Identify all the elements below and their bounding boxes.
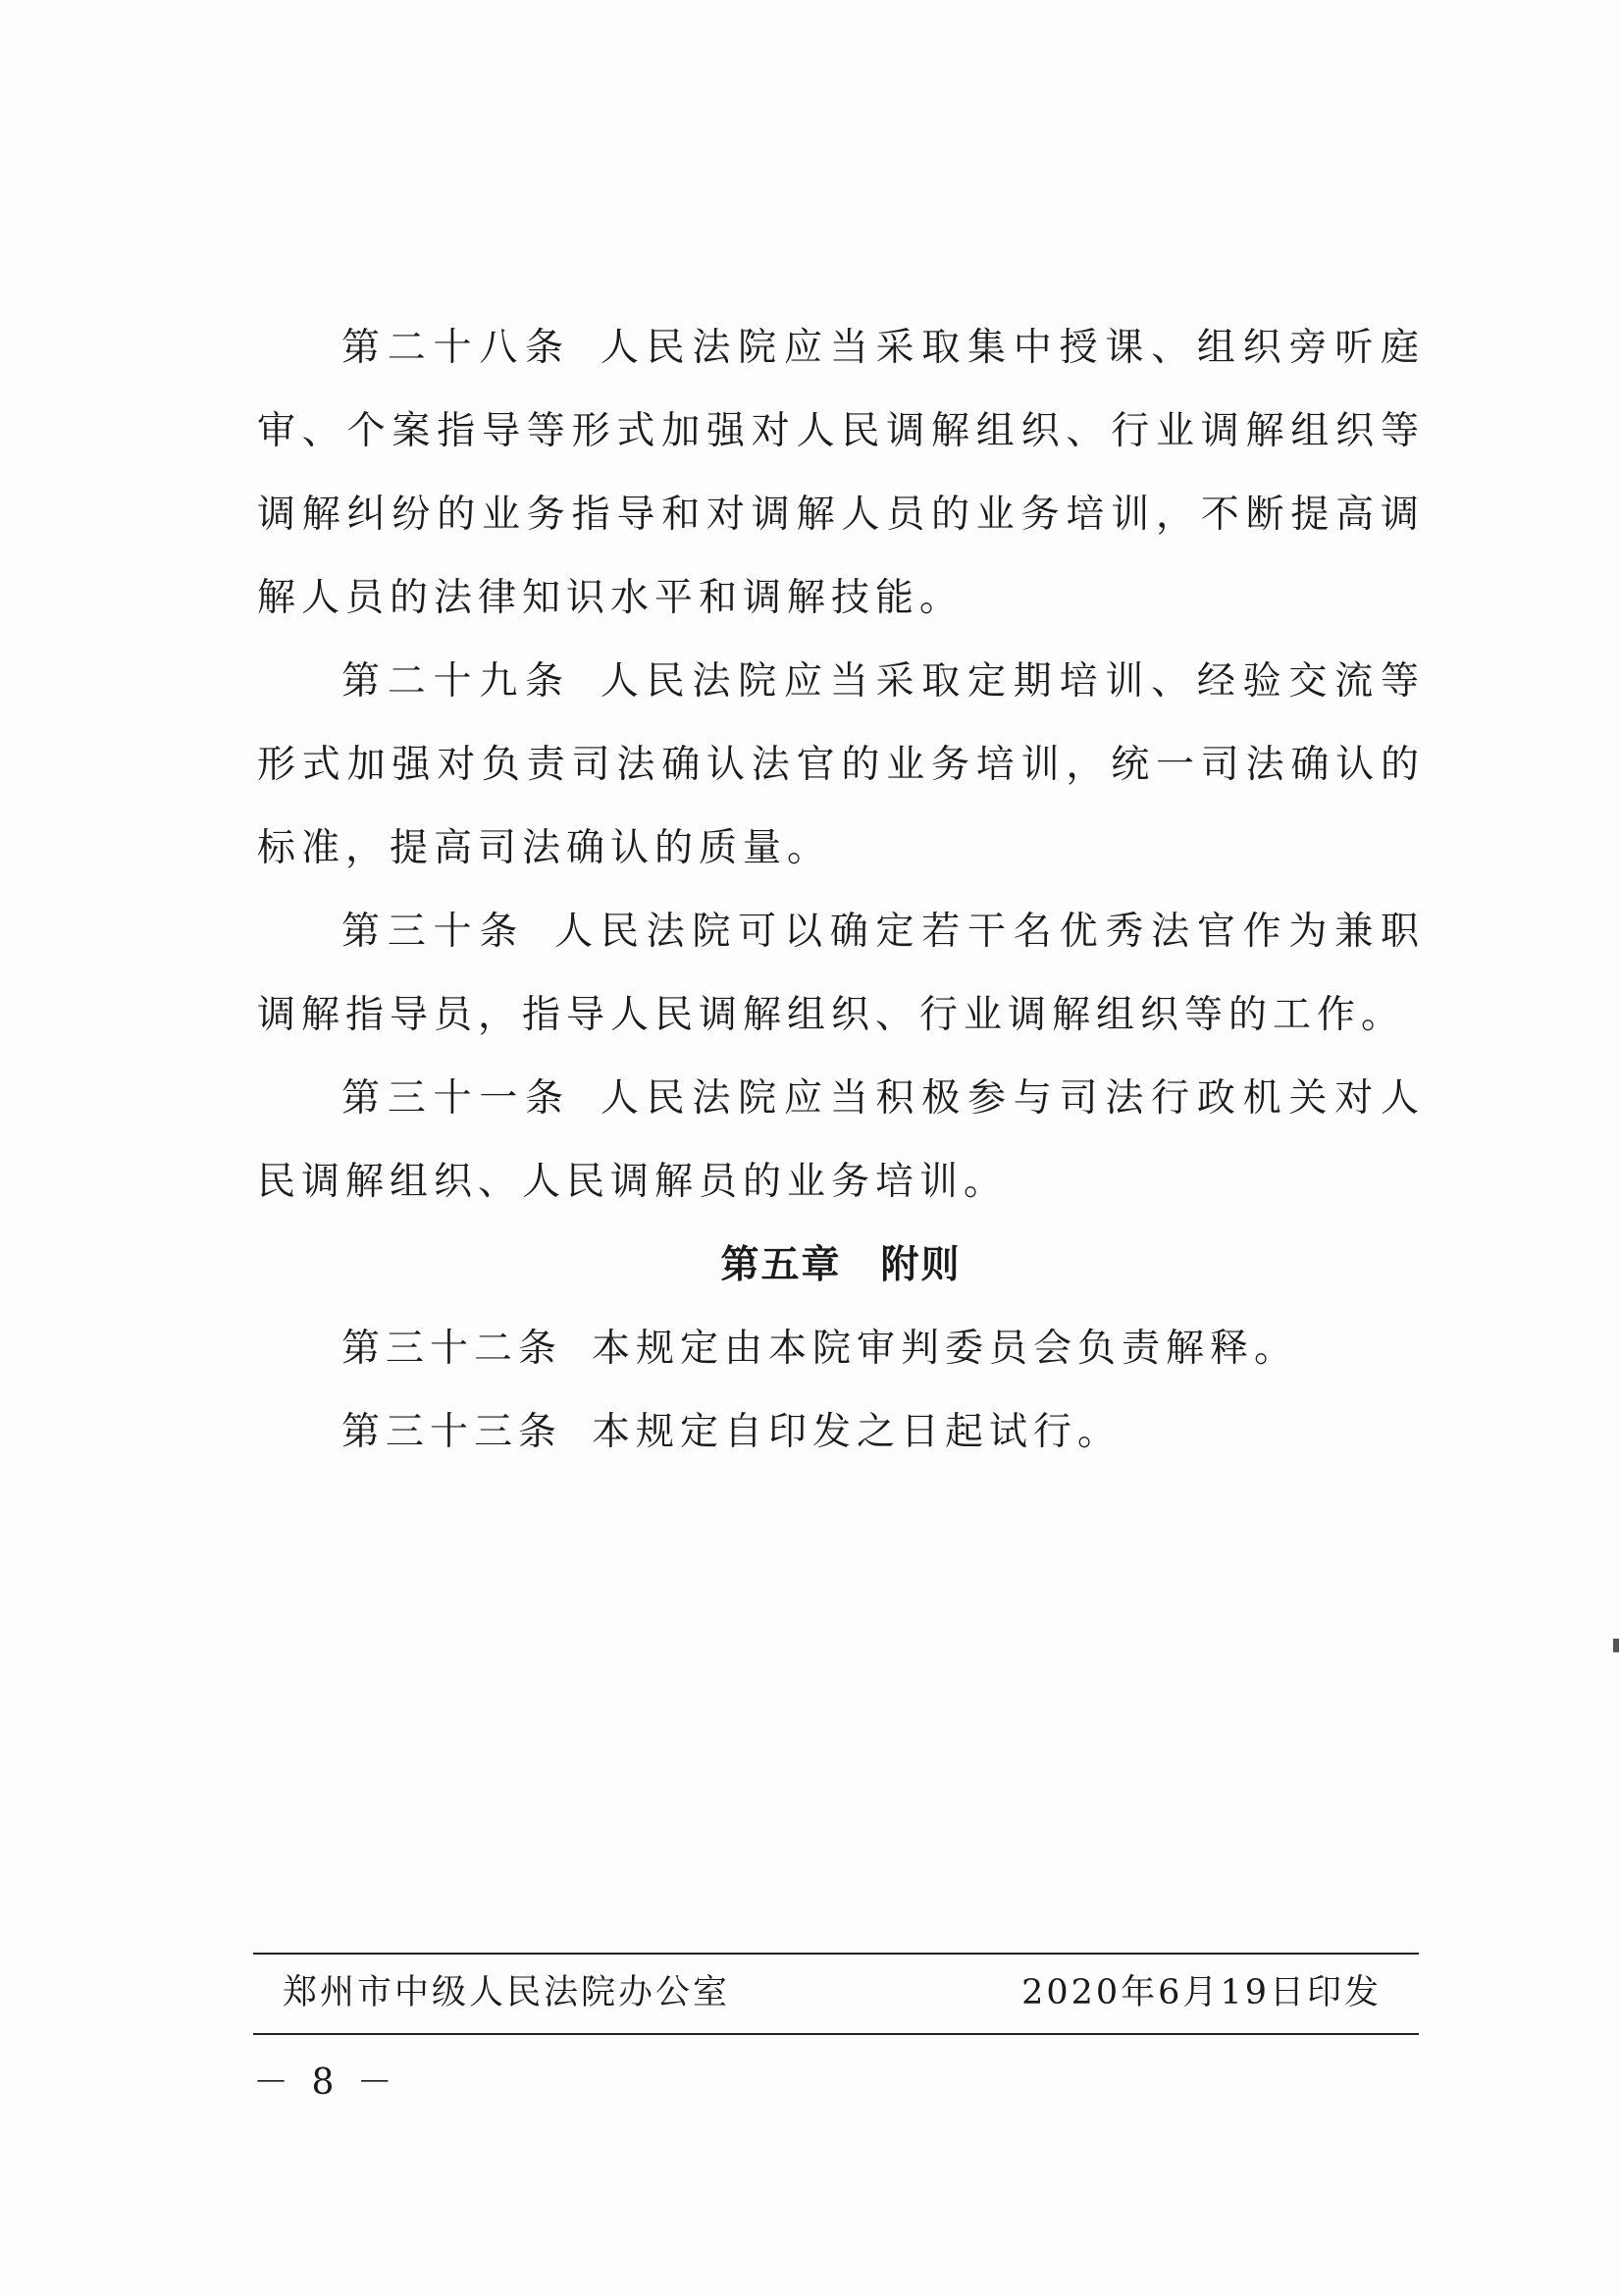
article-number: 第三十二条 xyxy=(341,1327,563,1371)
article-text: 人民法院应当采取集中授课、组织旁听庭审、个案指导等形式加强对人民调解组织、行业调解组织等调解纠纷的业务指导和对调解人员的业务培训，不断提高调解人员的法律知识水平和调解技能。 xyxy=(257,326,1425,620)
footer-bottom-rule xyxy=(253,2033,1419,2035)
article-32 xyxy=(257,1307,1425,1390)
chapter-number: 第五章 xyxy=(720,1243,842,1287)
article-number: 第二十八条 xyxy=(341,326,571,370)
article-number: 第三十一条 xyxy=(341,1076,571,1121)
article-text: 人民法院应当积极参与司法行政机关对人民调解组织、人民调解员的业务培训。 xyxy=(257,1076,1425,1204)
article-text: 人民法院应当采取定期培训、经验交流等形式加强对负责司法确认法官的业务培训，统一司法确认的标准，提高司法确认的质量。 xyxy=(257,659,1425,870)
article-31 xyxy=(257,1057,1425,1224)
article-number: 第二十九条 xyxy=(341,659,571,704)
article-text: 本规定自印发之日起试行。 xyxy=(592,1410,1123,1454)
footer-top-rule xyxy=(253,1953,1419,1955)
article-text: 本规定由本院审判委员会负责解释。 xyxy=(592,1327,1299,1371)
page-number: － 8 － xyxy=(253,2062,398,2103)
article-number: 第三十三条 xyxy=(341,1410,563,1454)
issuing-office: 郑州市中级人民法院办公室 xyxy=(283,1973,731,2012)
article-number: 第三十条 xyxy=(341,910,526,954)
article-29 xyxy=(257,640,1425,890)
article-28 xyxy=(257,306,1425,640)
document-body xyxy=(257,306,1425,1474)
scan-artifact xyxy=(1613,1639,1619,1652)
issue-date: 2020年6月19日印发 xyxy=(1021,1973,1382,2012)
chapter-title: 附则 xyxy=(880,1243,962,1287)
article-30 xyxy=(257,890,1425,1057)
chapter-heading xyxy=(257,1224,1425,1307)
article-33 xyxy=(257,1390,1425,1474)
article-text: 人民法院可以确定若干名优秀法官作为兼职调解指导员，指导人民调解组织、行业调解组织等的工作。 xyxy=(257,910,1425,1037)
